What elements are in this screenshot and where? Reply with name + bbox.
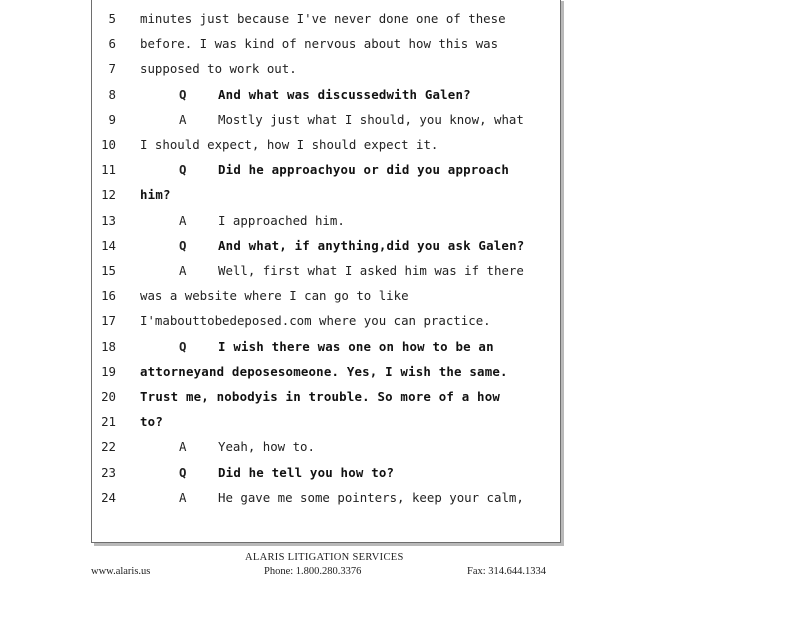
line-text: I'mabouttobedeposed.com where you can practice. bbox=[140, 313, 491, 329]
line-number: 9 bbox=[108, 111, 116, 127]
line-text: Well, first what I asked him was if there bbox=[218, 263, 524, 278]
transcript-line bbox=[92, 11, 560, 31]
line-number: 19 bbox=[101, 363, 116, 379]
qa-marker: Q bbox=[179, 237, 187, 253]
line-text: to? bbox=[140, 414, 163, 430]
transcript-line bbox=[92, 288, 560, 308]
line-number: 5 bbox=[108, 11, 116, 26]
transcript-line bbox=[92, 112, 560, 132]
transcript-line bbox=[92, 36, 560, 56]
line-text: was a website where I can go to like bbox=[140, 288, 409, 304]
line-number: 15 bbox=[101, 263, 116, 278]
line-number: 10 bbox=[101, 137, 116, 152]
qa-marker: Q bbox=[179, 338, 187, 354]
line-number: 18 bbox=[101, 338, 116, 354]
qa-marker: Q bbox=[179, 86, 187, 102]
line-text: Mostly just what I should, you know, what bbox=[218, 111, 524, 127]
line-text: Did he approachyou or did you approach bbox=[218, 162, 510, 178]
line-text: Trust me, nobodyis in trouble. So more of a how bbox=[140, 389, 501, 404]
line-number: 16 bbox=[101, 288, 116, 304]
line-number: 8 bbox=[108, 86, 116, 102]
line-number: 21 bbox=[101, 414, 116, 430]
page-footer bbox=[91, 552, 559, 582]
transcript-line bbox=[92, 238, 560, 258]
qa-marker: A bbox=[179, 111, 187, 127]
line-text: before. I was kind of nervous about how this was bbox=[140, 36, 499, 52]
qa-marker: A bbox=[179, 263, 187, 278]
line-number: 12 bbox=[101, 187, 116, 203]
transcript-line bbox=[92, 465, 560, 485]
footer-phone: Phone: 1.800.280.3376 bbox=[264, 566, 362, 577]
line-number: 24 bbox=[101, 489, 116, 505]
transcript-line bbox=[92, 364, 560, 384]
transcript-line bbox=[92, 263, 560, 283]
transcript-line bbox=[92, 389, 560, 409]
transcript-line bbox=[92, 61, 560, 81]
transcript-line bbox=[92, 137, 560, 157]
transcript-line bbox=[92, 313, 560, 333]
line-text: supposed to work out. bbox=[140, 61, 297, 77]
transcript-line bbox=[92, 439, 560, 459]
line-text: minutes just because I've never done one of these bbox=[140, 11, 506, 26]
transcript-line bbox=[92, 87, 560, 107]
footer-company: ALARIS LITIGATION SERVICES bbox=[245, 552, 404, 563]
line-text: I should expect, how I should expect it. bbox=[140, 137, 439, 152]
line-text: Did he tell you how to? bbox=[218, 464, 395, 480]
transcript-line bbox=[92, 490, 560, 510]
line-text: Yeah, how to. bbox=[218, 439, 315, 455]
qa-marker: A bbox=[179, 489, 187, 505]
line-text: He gave me some pointers, keep your calm, bbox=[218, 489, 524, 505]
line-text: I approached him. bbox=[218, 212, 345, 228]
line-number: 22 bbox=[101, 439, 116, 455]
transcript-page bbox=[91, 0, 561, 543]
line-text: I wish there was one on how to be an bbox=[218, 338, 494, 354]
transcript-line bbox=[92, 162, 560, 182]
transcript-line bbox=[92, 414, 560, 434]
line-number: 13 bbox=[101, 212, 116, 228]
line-number: 20 bbox=[101, 389, 116, 404]
line-text: him? bbox=[140, 187, 171, 203]
line-text: attorneyand deposesomeone. Yes, I wish the same. bbox=[140, 363, 508, 379]
line-number: 7 bbox=[108, 61, 116, 77]
qa-marker: Q bbox=[179, 162, 187, 178]
line-text: And what was discussedwith Galen? bbox=[218, 86, 471, 102]
transcript-line bbox=[92, 187, 560, 207]
transcript-line bbox=[92, 339, 560, 359]
footer-website: www.alaris.us bbox=[91, 566, 151, 577]
line-number: 14 bbox=[101, 237, 116, 253]
qa-marker: A bbox=[179, 439, 187, 455]
transcript-line bbox=[92, 213, 560, 233]
qa-marker: A bbox=[179, 212, 187, 228]
qa-marker: Q bbox=[179, 464, 187, 480]
line-number: 23 bbox=[101, 464, 116, 480]
line-number: 6 bbox=[108, 36, 116, 52]
line-text: And what, if anything,did you ask Galen? bbox=[218, 237, 525, 253]
line-number: 17 bbox=[101, 313, 116, 329]
line-number: 11 bbox=[101, 162, 116, 178]
footer-fax: Fax: 314.644.1334 bbox=[467, 566, 547, 577]
